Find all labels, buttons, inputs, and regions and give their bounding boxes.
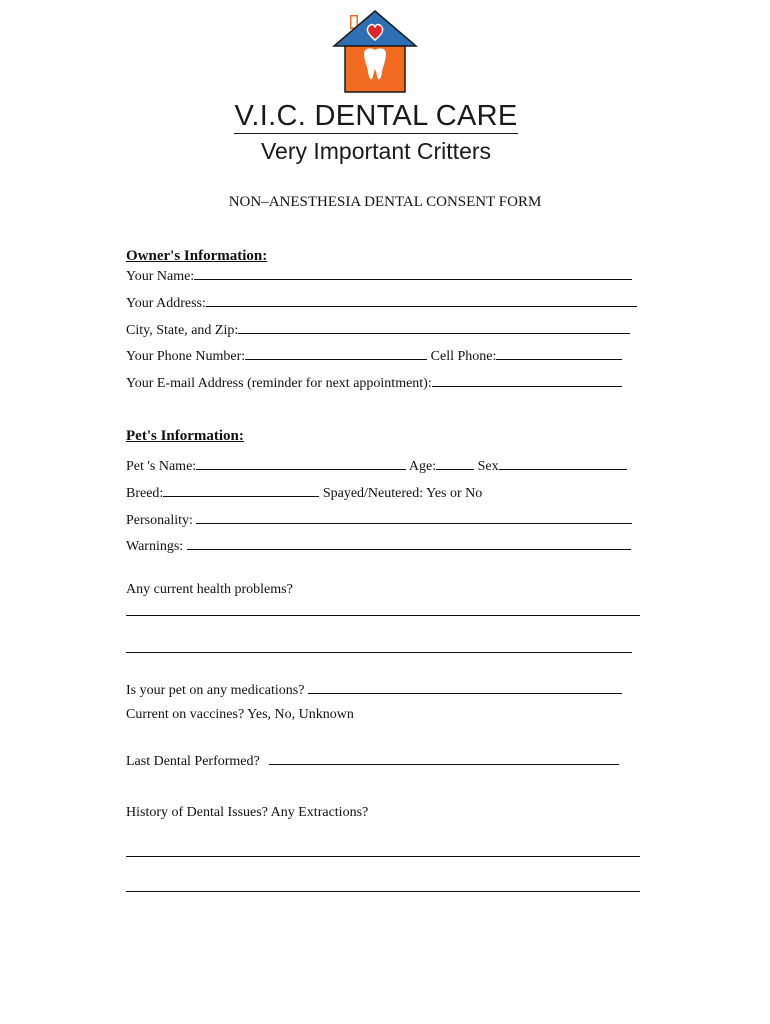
pet-sex-label: Sex bbox=[477, 459, 499, 474]
medications-row bbox=[126, 680, 622, 700]
pet-warnings-label: Warnings: bbox=[126, 539, 184, 554]
history-answer-line-2[interactable] bbox=[126, 891, 640, 892]
pet-name-row bbox=[126, 456, 627, 476]
medications-label: Is your pet on any medications? bbox=[126, 683, 305, 698]
pet-breed-row bbox=[126, 483, 482, 503]
owner-email-field[interactable] bbox=[432, 373, 622, 387]
history-question: History of Dental Issues? Any Extractions? bbox=[126, 805, 369, 820]
owner-cell-label: Cell Phone: bbox=[430, 349, 497, 364]
pet-personality-label: Personality: bbox=[126, 513, 193, 528]
owner-address-row bbox=[126, 293, 637, 313]
owner-city-field[interactable] bbox=[238, 320, 630, 334]
form-title: NON–ANESTHESIA DENTAL CONSENT FORM bbox=[228, 194, 542, 210]
pet-breed-label: Breed: bbox=[126, 486, 164, 501]
brand bbox=[234, 100, 518, 166]
pet-age-field[interactable] bbox=[436, 456, 474, 470]
pet-spayed-label: Spayed/Neutered: Yes or No bbox=[322, 486, 483, 501]
owner-phone-label: Your Phone Number: bbox=[126, 349, 246, 364]
owner-name-label: Your Name: bbox=[126, 269, 195, 284]
brand-tagline: Very Important Critters bbox=[260, 138, 492, 164]
pet-breed-field[interactable] bbox=[163, 483, 319, 497]
history-answer-line-1[interactable] bbox=[126, 856, 640, 857]
pet-name-label: Pet 's Name: bbox=[126, 459, 197, 474]
owner-city-label: City, State, and Zip: bbox=[126, 323, 239, 338]
owner-address-field[interactable] bbox=[206, 293, 637, 307]
medications-field[interactable] bbox=[308, 680, 622, 694]
owner-email-row bbox=[126, 373, 622, 393]
owner-phone-row bbox=[126, 346, 622, 366]
brand-name: V.I.C. DENTAL CARE bbox=[234, 100, 518, 132]
last-dental-label: Last Dental Performed? bbox=[126, 754, 260, 769]
health-question: Any current health problems? bbox=[126, 582, 293, 597]
pet-name-field[interactable] bbox=[196, 456, 406, 470]
owner-heading: Owner's Information: bbox=[126, 248, 268, 264]
last-dental-field[interactable] bbox=[269, 751, 619, 765]
health-answer-line-2[interactable] bbox=[126, 652, 632, 653]
owner-name-field[interactable] bbox=[194, 266, 632, 280]
health-answer-line-1[interactable] bbox=[126, 615, 640, 616]
owner-phone-field[interactable] bbox=[245, 346, 427, 360]
pet-warnings-row bbox=[126, 536, 631, 556]
vaccines-question: Current on vaccines? Yes, No, Unknown bbox=[126, 707, 354, 722]
pet-heading: Pet's Information: bbox=[126, 428, 244, 444]
house-tooth-heart-icon bbox=[332, 10, 418, 96]
owner-city-row bbox=[126, 320, 630, 340]
owner-email-label: Your E-mail Address (reminder for next appointment): bbox=[126, 376, 432, 391]
pet-personality-row bbox=[126, 510, 632, 530]
owner-cell-field[interactable] bbox=[496, 346, 622, 360]
owner-name-row bbox=[126, 266, 632, 286]
pet-age-label: Age: bbox=[408, 459, 437, 474]
owner-address-label: Your Address: bbox=[126, 296, 206, 311]
pet-personality-field[interactable] bbox=[196, 510, 632, 524]
pet-sex-field[interactable] bbox=[499, 456, 627, 470]
last-dental-row bbox=[126, 751, 619, 771]
pet-warnings-field[interactable] bbox=[187, 536, 631, 550]
